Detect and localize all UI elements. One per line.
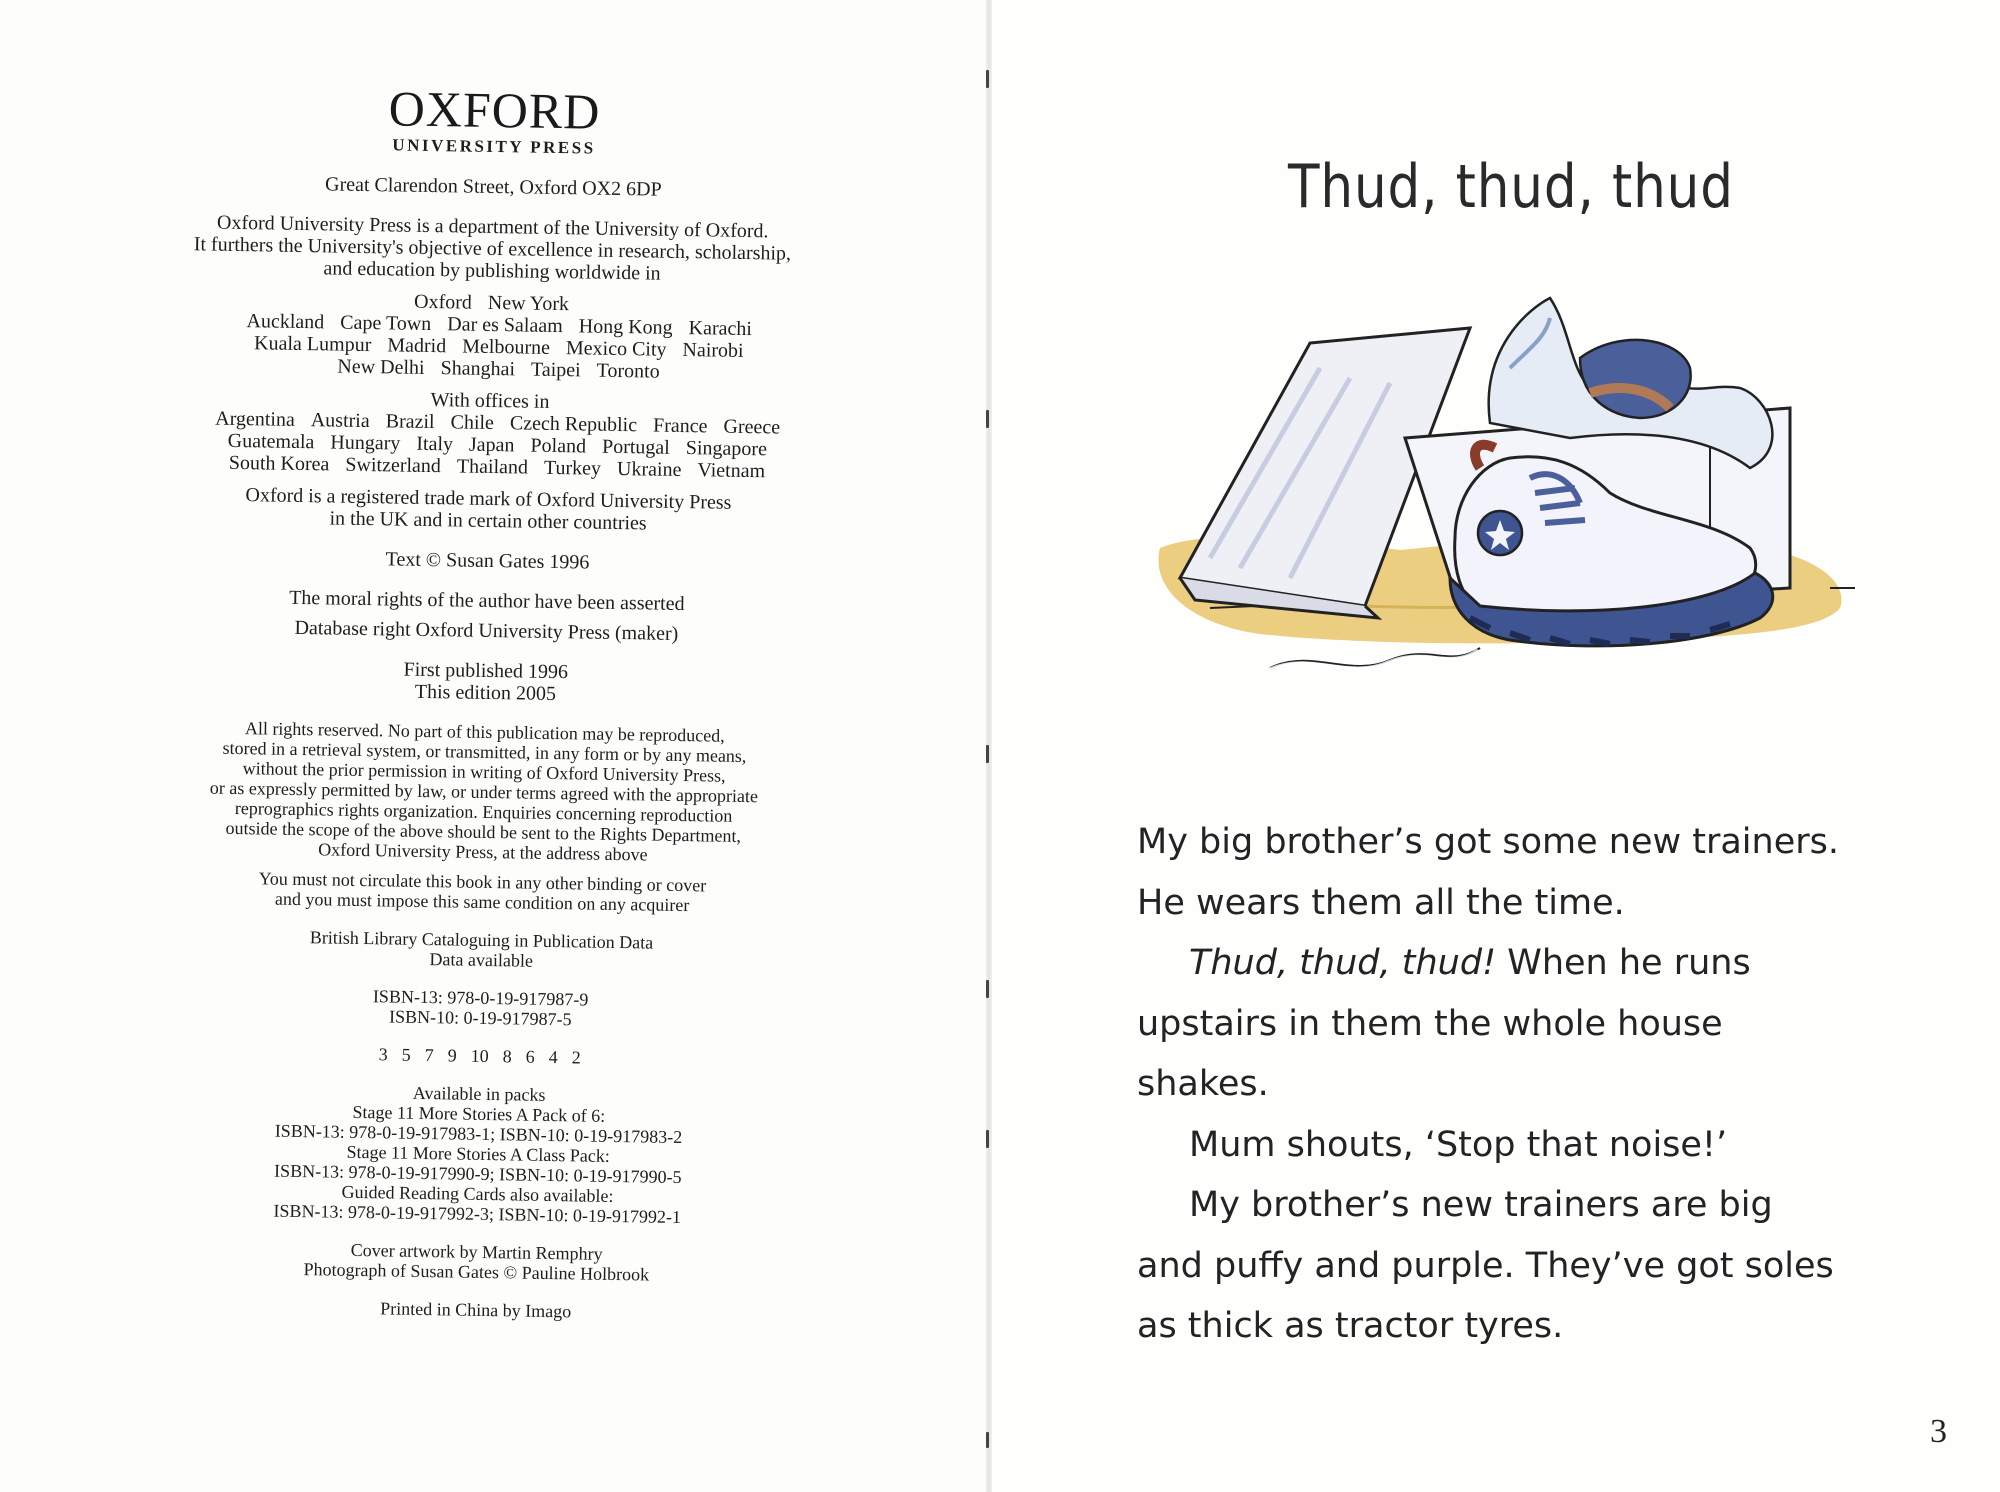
story-emphasis: Thud, thud, thud!: [1189, 943, 1497, 983]
oxford-logo-subtitle: UNIVERSITY PRESS: [392, 135, 596, 158]
office-cities: [105, 286, 876, 386]
city: Melbourne: [462, 335, 551, 359]
rights-statements: [101, 584, 872, 648]
gutter-stitch-mark: [986, 1432, 989, 1448]
country: Japan: [468, 433, 515, 457]
print-number: 7: [424, 1045, 434, 1066]
story-line: My brother’s new trainers are big: [1189, 1185, 1773, 1225]
city: Taipei: [530, 358, 581, 382]
first-published: First published 1996: [403, 658, 569, 684]
print-number: 3: [378, 1044, 388, 1065]
gutter-stitch-mark: [986, 745, 989, 763]
edition-info: [100, 654, 871, 710]
publisher-address: Great Clarendon Street, Oxford OX2 6DP: [324, 173, 662, 201]
packs-line: ISBN-13: 978-0-19-917992-3; ISBN-10: 0-19-917992-1: [273, 1200, 682, 1228]
rights-line: Oxford University Press, at the address above: [318, 839, 648, 865]
country: Switzerland: [345, 453, 442, 478]
story-paragraph: [1137, 933, 1937, 1115]
print-number: 6: [525, 1046, 535, 1067]
print-number: 2: [571, 1047, 581, 1068]
cataloguing-line: British Library Cataloguing in Publication Data: [309, 927, 654, 953]
gutter-stitch-mark: [986, 1130, 989, 1148]
print-number: 4: [548, 1046, 558, 1068]
city: New Delhi: [337, 355, 425, 379]
story-line: and puffy and purple. They’ve got soles: [1137, 1245, 1834, 1286]
circulation-line: and you must impose this same condition on any acquirer: [274, 888, 690, 916]
cataloguing-data: [96, 924, 867, 976]
packs-line: Guided Reading Cards also available:: [341, 1181, 614, 1206]
country: Czech Republic: [509, 412, 638, 437]
country: Hungary: [330, 431, 401, 455]
city: Dar es Salaam: [447, 313, 563, 338]
city: Toronto: [596, 359, 660, 383]
rights-line: outside the scope of the above should be sent to the Rights Department,: [225, 817, 742, 846]
packs-info: [92, 1078, 864, 1230]
about-line: Oxford University Press is a department of the University of Oxford.: [216, 211, 769, 243]
city: New York: [487, 291, 570, 316]
country: South Korea: [228, 451, 330, 476]
country: Singapore: [685, 437, 768, 461]
country: Italy: [416, 432, 454, 456]
packs-line: ISBN-13: 978-0-19-917983-1; ISBN-10: 0-19-917983-2: [274, 1120, 683, 1148]
database-right: Database right Oxford University Press (maker): [294, 616, 679, 645]
city: Karachi: [688, 317, 753, 341]
country: Ukraine: [616, 457, 682, 481]
story-paragraph: [1137, 812, 1937, 933]
country: Guatemala: [227, 429, 315, 454]
country: Argentina: [215, 407, 295, 431]
rights-line: or as expressly permitted by law, or under terms agreed with the appropriate: [209, 777, 759, 807]
story-line: My big brother’s got some new trainers.: [1137, 822, 1839, 862]
offices-heading: With offices in: [430, 389, 550, 413]
story-line: as thick as tractor tyres.: [1137, 1306, 1564, 1346]
cover-credit: Cover artwork by Martin Remphry: [350, 1239, 603, 1264]
rights-line: without the prior permission in writing of Oxford University Press,: [242, 758, 726, 786]
country: Greece: [723, 415, 781, 439]
trademark-notice: [103, 482, 874, 538]
gutter-stitch-mark: [986, 980, 989, 998]
rights-line: stored in a retrieval system, or transmitted, in any form or by any means,: [222, 737, 747, 767]
imprint-text: [90, 78, 879, 1336]
city: Hong Kong: [578, 315, 673, 339]
country: Vietnam: [697, 459, 766, 483]
story-paragraph: [1137, 1115, 1937, 1176]
country: France: [652, 414, 708, 438]
printing-numbers: [95, 1040, 865, 1072]
about-line: It furthers the University's objective of excellence in research, scholarship,: [193, 233, 792, 265]
about-publisher: [107, 210, 878, 288]
circulation-line: You must not circulate this book in any other binding or cover: [258, 868, 707, 896]
city: Mexico City: [565, 337, 667, 361]
story-line: Mum shouts, ‘Stop that noise!’: [1189, 1124, 1728, 1165]
trademark-line: in the UK and in certain other countries: [329, 507, 647, 535]
print-number: 9: [447, 1045, 457, 1066]
this-edition: This edition 2005: [414, 680, 557, 706]
country: Chile: [450, 411, 495, 435]
text-copyright: Text © Susan Gates 1996: [385, 548, 590, 574]
all-rights-reserved: [98, 716, 870, 868]
office-countries: [104, 384, 875, 484]
isbn-10: ISBN-10: 0-19-917987-5: [388, 1006, 572, 1030]
circulation-notice: [97, 866, 868, 918]
country: Portugal: [601, 435, 671, 459]
country: Poland: [530, 434, 587, 458]
packs-line: Stage 11 More Stories A Class Pack:: [346, 1141, 610, 1166]
packs-line: Stage 11 More Stories A Pack of 6:: [352, 1101, 606, 1126]
print-number: 10: [470, 1045, 489, 1067]
country: Thailand: [456, 455, 529, 479]
city: Shanghai: [440, 357, 516, 381]
photo-credit: Photograph of Susan Gates © Pauline Holbrook: [303, 1259, 650, 1285]
country: Brazil: [385, 410, 435, 434]
gutter-stitch-mark: [986, 410, 989, 428]
printed-in: Printed in China by Imago: [380, 1298, 572, 1322]
moral-rights: The moral rights of the author have been asserted: [289, 586, 685, 616]
credits: [91, 1236, 862, 1288]
print-number: 5: [401, 1044, 411, 1065]
page-number: 3: [1930, 1413, 1947, 1450]
isbn-13: ISBN-13: 978-0-19-917987-9: [372, 986, 589, 1010]
trainers-in-box-illustration: [1150, 288, 1870, 718]
story-title: Thud, thud, thud: [1288, 152, 1734, 222]
oxford-logo-wordmark: OXFORD: [388, 80, 601, 140]
story-line: When he runs: [1496, 943, 1751, 983]
city: Oxford: [413, 290, 473, 314]
trademark-line: Oxford is a registered trade mark of Oxford University Press: [245, 484, 732, 514]
country: Turkey: [543, 456, 602, 480]
rights-line: All rights reserved. No part of this publication may be reproduced,: [244, 718, 725, 746]
rights-line: reprographics rights organization. Enquiries concerning reproduction: [234, 798, 733, 826]
story-paragraph: [1137, 1175, 1937, 1357]
story-body: [1137, 812, 1937, 1357]
about-line: and education by publishing worldwide in: [323, 257, 661, 285]
print-number: 8: [502, 1046, 512, 1067]
city: Kuala Lumpur: [253, 332, 372, 357]
story-line: upstairs in them the whole house: [1137, 1003, 1723, 1044]
story-line: He wears them all the time.: [1137, 882, 1625, 923]
gutter-stitch-mark: [986, 70, 989, 88]
cataloguing-line: Data available: [429, 949, 534, 971]
packs-line: Available in packs: [412, 1082, 546, 1105]
isbn-block: [95, 982, 866, 1034]
story-line: shakes.: [1137, 1064, 1269, 1104]
city: Auckland: [246, 310, 325, 334]
imprint-page: [0, 0, 990, 1492]
city: Nairobi: [682, 338, 744, 362]
city: Madrid: [387, 334, 447, 358]
city: Cape Town: [340, 311, 432, 336]
country: Austria: [310, 409, 370, 433]
packs-line: ISBN-13: 978-0-19-917990-9; ISBN-10: 0-19-917990-5: [273, 1160, 682, 1188]
